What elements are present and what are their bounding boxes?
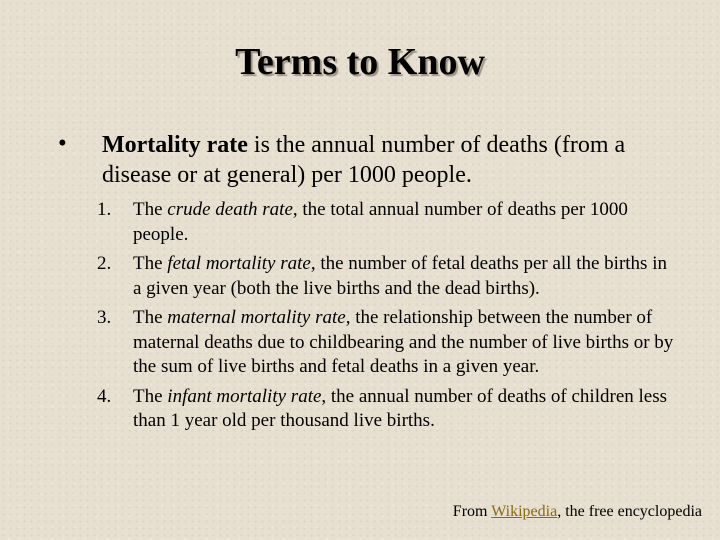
- list-item: [97, 306, 677, 380]
- bullet-definition: is the annual number of deaths (from a disease or at general) per 1000 people.: [102, 132, 626, 188]
- wikipedia-link[interactable]: Wikipedia: [491, 503, 558, 520]
- item-pre: The: [133, 199, 168, 220]
- item-term: fetal mortality rate: [167, 253, 311, 274]
- item-pre: The: [133, 307, 168, 328]
- list-item: [97, 385, 677, 434]
- list-number: 1.: [97, 199, 112, 220]
- item-definition: , the annual number of deaths of children less than 1 year old per thousand live births.: [133, 385, 667, 431]
- bullet-text: [102, 130, 672, 190]
- item-pre: The: [133, 385, 168, 407]
- credit-suffix: , the free encyclopedia: [557, 503, 702, 520]
- list-item: [97, 252, 677, 301]
- item-definition: , the total annual number of deaths per 1000 people.: [133, 199, 628, 245]
- bullet-term: Mortality rate: [102, 132, 248, 158]
- list-number: 3.: [97, 307, 112, 328]
- item-definition: , the number of fetal deaths per all the births in a given year (both the live births and the dead births).: [133, 253, 667, 299]
- item-pre: The: [133, 253, 168, 274]
- item-term: infant mortality rate: [167, 385, 322, 407]
- credit-prefix: From: [452, 503, 492, 520]
- item-term: maternal mortality rate: [167, 307, 346, 328]
- list-number: 4.: [97, 385, 112, 407]
- item-definition: , the relationship between the number of maternal deaths due to childbearing and the number of live births or by the sum of live births and fetal deaths in a given year.: [133, 307, 674, 377]
- item-term: crude death rate: [167, 199, 293, 220]
- bullet-icon: •: [58, 130, 67, 157]
- slide-title: Terms to Know: [235, 41, 485, 83]
- source-credit: [453, 503, 702, 521]
- term-list: [97, 198, 677, 439]
- list-item: [97, 198, 677, 247]
- list-number: 2.: [97, 253, 112, 274]
